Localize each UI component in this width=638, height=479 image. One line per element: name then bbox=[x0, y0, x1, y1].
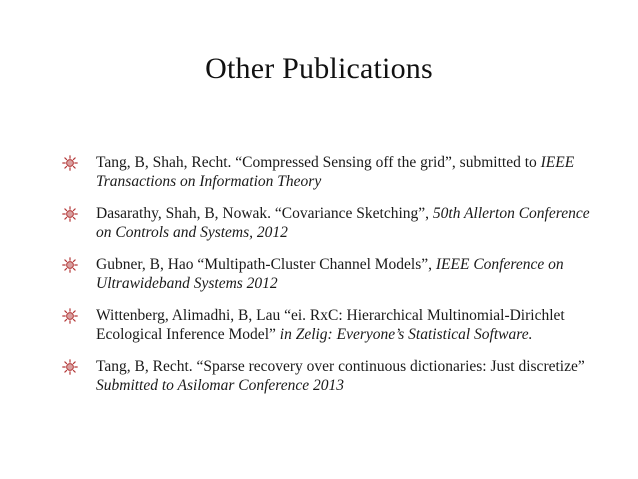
sun-bullet-icon bbox=[62, 359, 78, 375]
page-title: Other Publications bbox=[205, 52, 433, 85]
publication-text: Wittenberg, Alimadhi, B, Lau “ei. RxC: Hierarchical Multinomial-Dirichlet Ecological Inference Model” bbox=[96, 307, 565, 343]
publication-venue: Submitted to Asilomar Conference 2013 bbox=[96, 377, 344, 394]
sun-bullet-icon bbox=[62, 155, 78, 171]
publication-venue: IEEE Conference on Ultrawideband Systems 2012 bbox=[96, 256, 564, 292]
list-item bbox=[62, 204, 602, 242]
list-item bbox=[62, 255, 602, 293]
publication-text: Dasarathy, Shah, B, Nowak. “Covariance Sketching”, bbox=[96, 205, 433, 222]
publication-text: Tang, B, Shah, Recht. “Compressed Sensing off the grid”, submitted to bbox=[96, 154, 541, 171]
list-item bbox=[62, 306, 602, 344]
publication-venue: in Zelig: Everyone’s Statistical Software. bbox=[279, 326, 533, 343]
sun-bullet-icon bbox=[62, 206, 78, 222]
list-item bbox=[62, 153, 602, 191]
sun-bullet-icon bbox=[62, 257, 78, 273]
publication-text: Tang, B, Recht. “Sparse recovery over continuous dictionaries: Just discretize” bbox=[96, 358, 585, 375]
list-item bbox=[62, 357, 602, 395]
publication-list bbox=[62, 153, 602, 408]
publication-venue: IEEE Transactions on Information Theory bbox=[96, 154, 575, 190]
sun-bullet-icon bbox=[62, 308, 78, 324]
publication-text: Gubner, B, Hao “Multipath-Cluster Channel Models”, bbox=[96, 256, 436, 273]
publication-venue: 50th Allerton Conference on Controls and Systems, 2012 bbox=[96, 205, 590, 241]
